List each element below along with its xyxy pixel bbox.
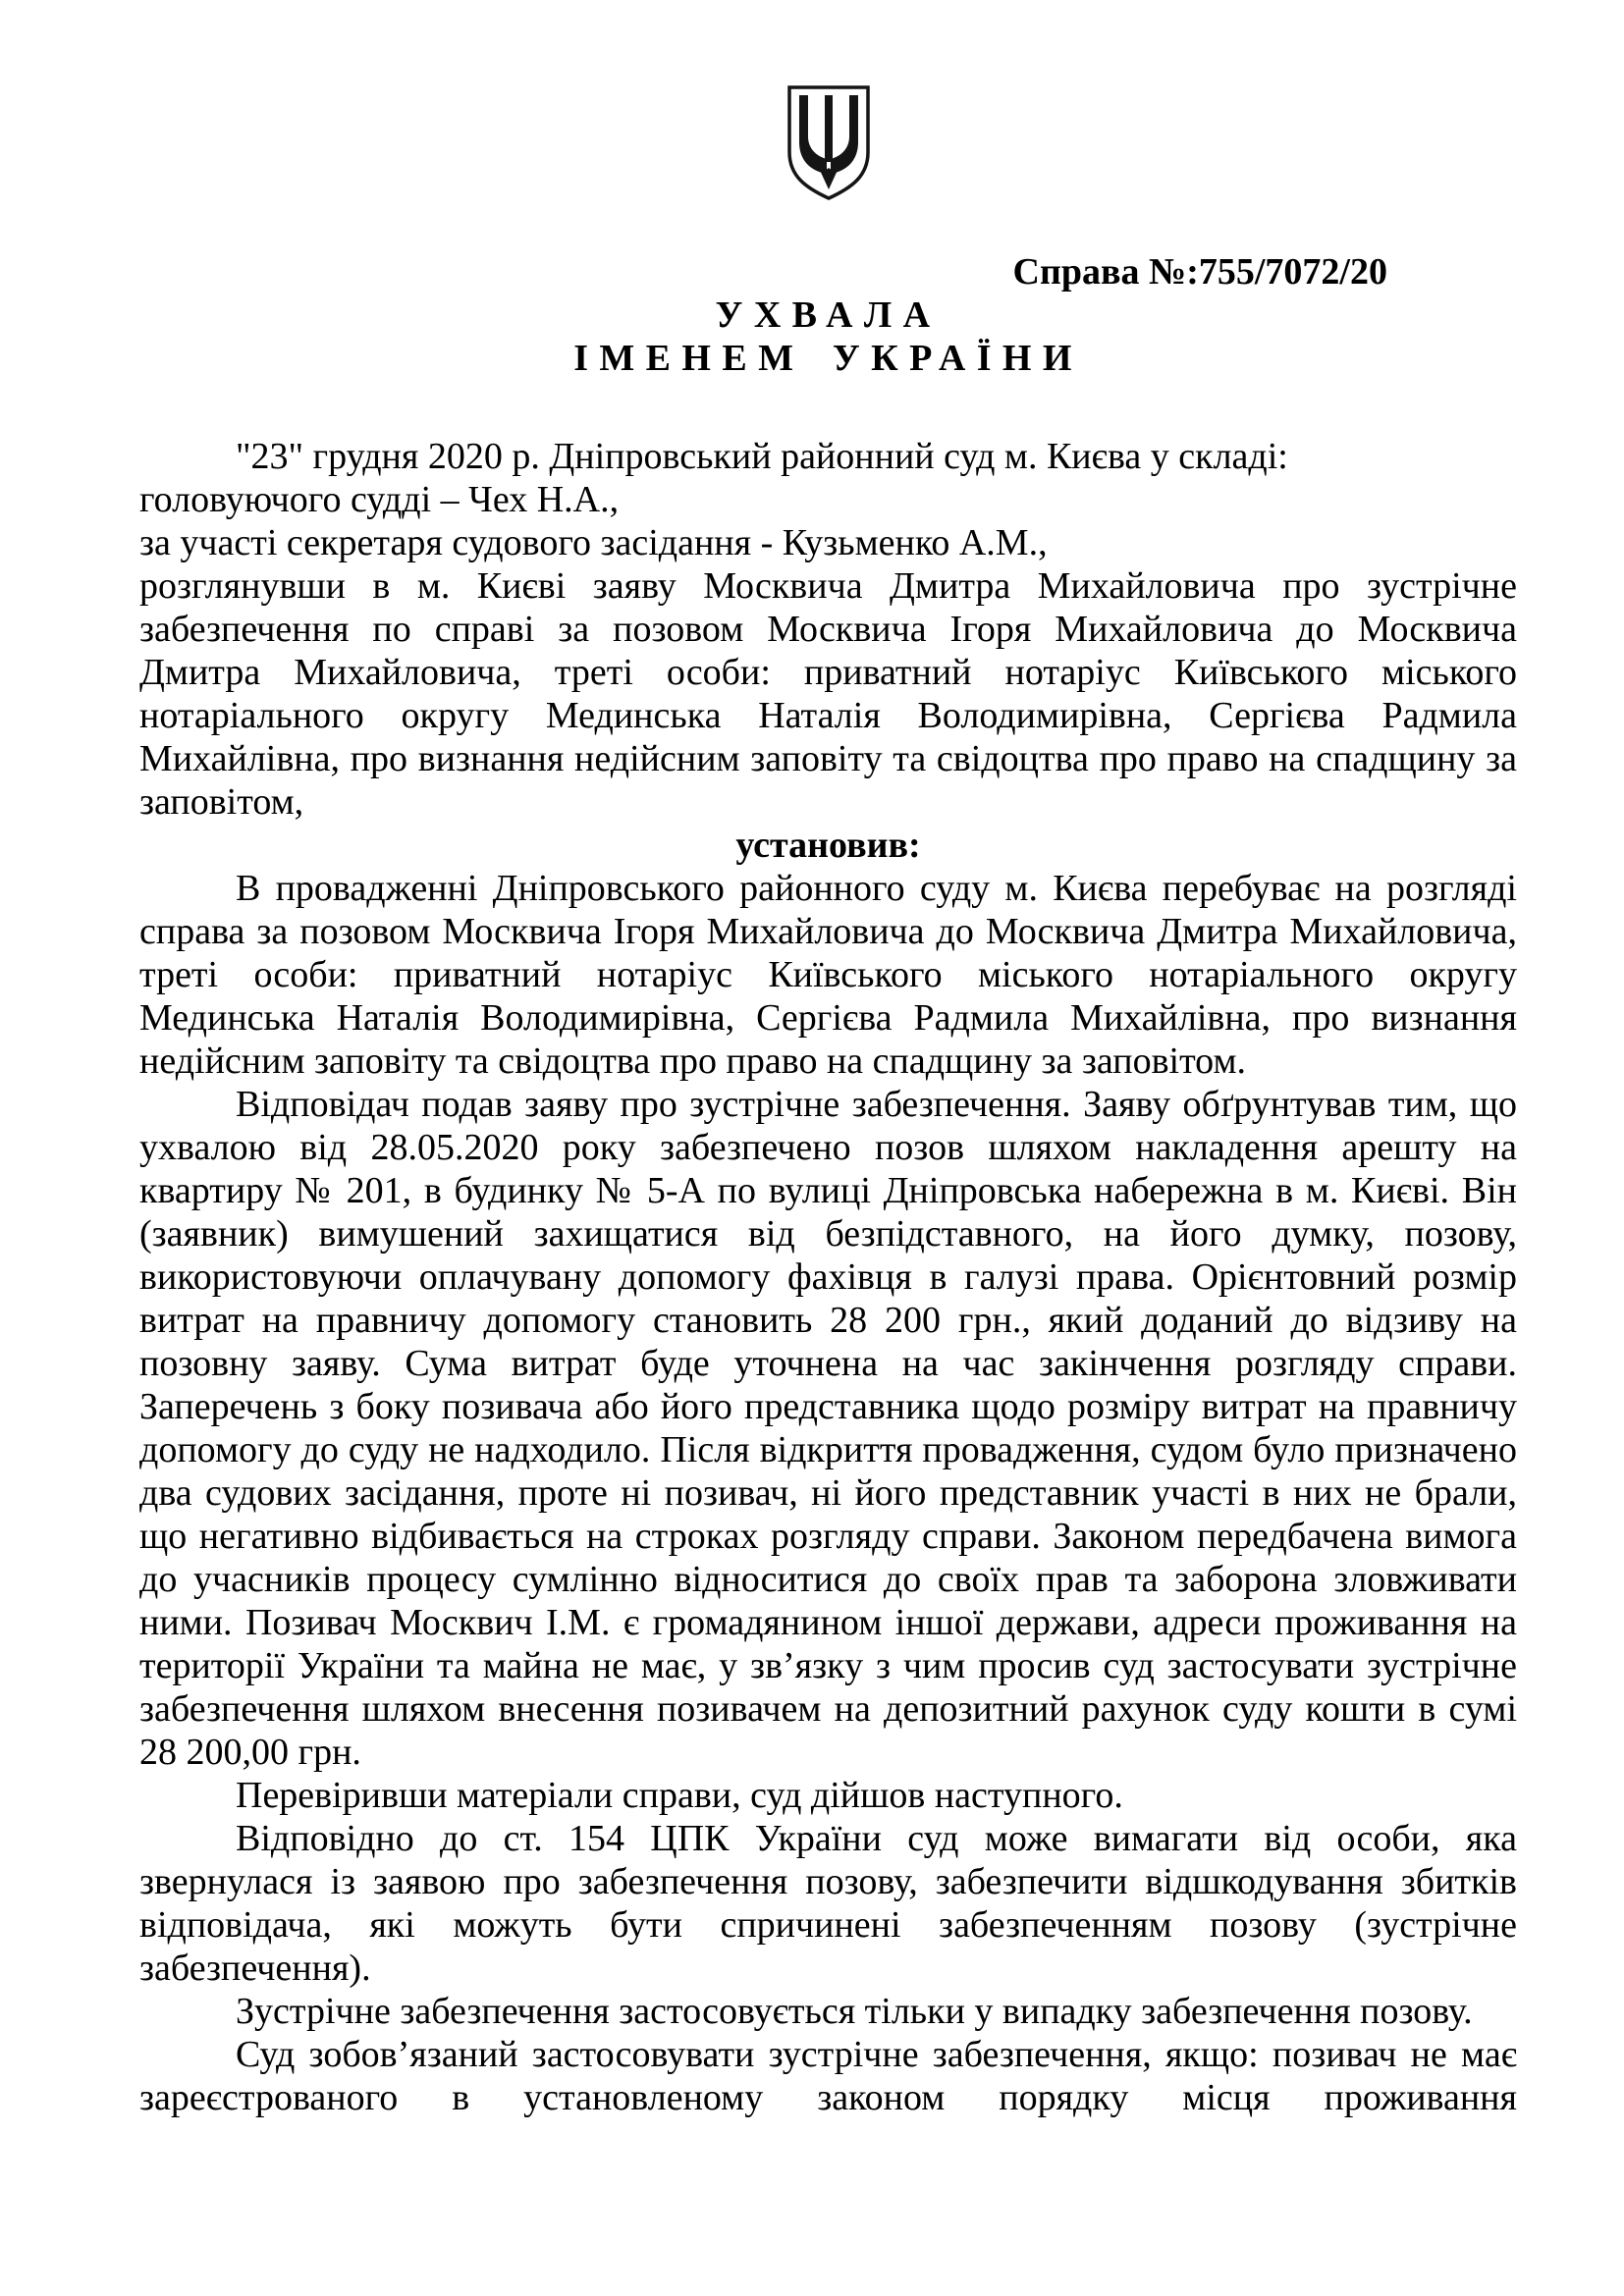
case-number: Справа №:755/7072/20 [1012, 251, 1387, 293]
established-heading: установив: [735, 825, 921, 866]
court-review-line: Перевіривши матеріали справи, суд дійшов наступного. [236, 1775, 1123, 1816]
document-title: УХВАЛА [715, 294, 942, 336]
ukraine-coat-of-arms-icon [784, 83, 874, 203]
article-154-paragraph: Відповідно до ст. 154 ЦПК України суд може вимагати від особи, яка звернулася із заявою про забезпечення позову, забезпечити відшкодування збитків відповідача, які можуть бути спричинені забезпеченням позову (зустрічне забезпечення). [139, 1818, 1517, 1989]
proceedings-paragraph: В провадженні Дніпровського районного суду м. Києва перебуває на розгляді справа за позовом Москвича Ігоря Михайловича до Москвича Дмитра Михайловича, треті особи: приватний нотаріус Київського міського нотаріального округу Мединська Наталія Володимирівна, Сергієва Радмила Михайлівна, про визнання недійсним заповіту та свідоцтва про право на спадщину за заповітом. [139, 868, 1517, 1082]
trident-icon [784, 83, 874, 203]
document-body [139, 435, 1517, 2119]
court-obligation-paragraph: Суд зобов’язаний застосовувати зустрічне забезпечення, якщо: позивач не має зареєстрованого в установленому законом порядку місця проживання [139, 2034, 1517, 2118]
document-content [0, 250, 1624, 2119]
case-review-paragraph: розглянувши в м. Києві заяву Москвича Дмитра Михайловича про зустрічне забезпечення по справі за позовом Москвича Ігоря Михайловича до Москвича Дмитра Михайловича, треті особи: приватний нотаріус Київського міського нотаріального округу Мединська Наталія Володимирівна, Сергієва Радмила Михайлівна, про визнання недійсним заповіту та свідоцтва про право на спадщину за заповітом, [139, 565, 1517, 823]
document-subtitle: ІМЕНЕМ УКРАЇНИ [573, 338, 1083, 379]
presiding-judge-line: головуючого судді – Чех Н.А., [139, 479, 620, 520]
court-secretary-line: за участі секретаря судового засідання - Кузьменко А.М., [139, 522, 1048, 563]
session-date-line: "23" грудня 2020 р. Дніпровський районний суд м. Києва у складі: [236, 436, 1288, 477]
counter-security-line: Зустрічне забезпечення застосовується тільки у випадку забезпечення позову. [236, 1991, 1473, 2032]
respondent-motion-paragraph: Відповідач подав заяву про зустрічне забезпечення. Заяву обґрунтував тим, що ухвалою від 28.05.2020 року забезпечено позов шляхом накладення арешту на квартиру № 201, в будинку № 5-А по вулиці Дніпровська набережна в м. Києві. Він (заявник) вимушений захищатися від безпідставного, на його думку, позову, використовуючи оплачувану допомогу фахівця в галузі права. Орієнтовний розмір витрат на правничу допомогу становить 28 200 грн., який доданий до відзиву на позовну заяву. Сума витрат буде уточнена на час закінчення розгляду справи. Заперечень з боку позивача або його представника щодо розміру витрат на правничу допомогу до суду не надходило. Після відкриття провадження, судом було призначено два судових засідання, проте ні позивач, ні його представник участі в них не брали, що негативно відбивається на строках розгляду справи. Законом передбачена вимога до учасників процесу сумлінно відноситися до своїх прав та заборона зловживати ними. Позивач Москвич І.М. є громадянином іншої держави, адреси проживання на території України та майна не має, у зв’язку з чим просив суд застосувати зустрічне забезпечення шляхом внесення позивачем на депозитний рахунок суду кошти в сумі 28 200,00 грн. [139, 1084, 1517, 1773]
